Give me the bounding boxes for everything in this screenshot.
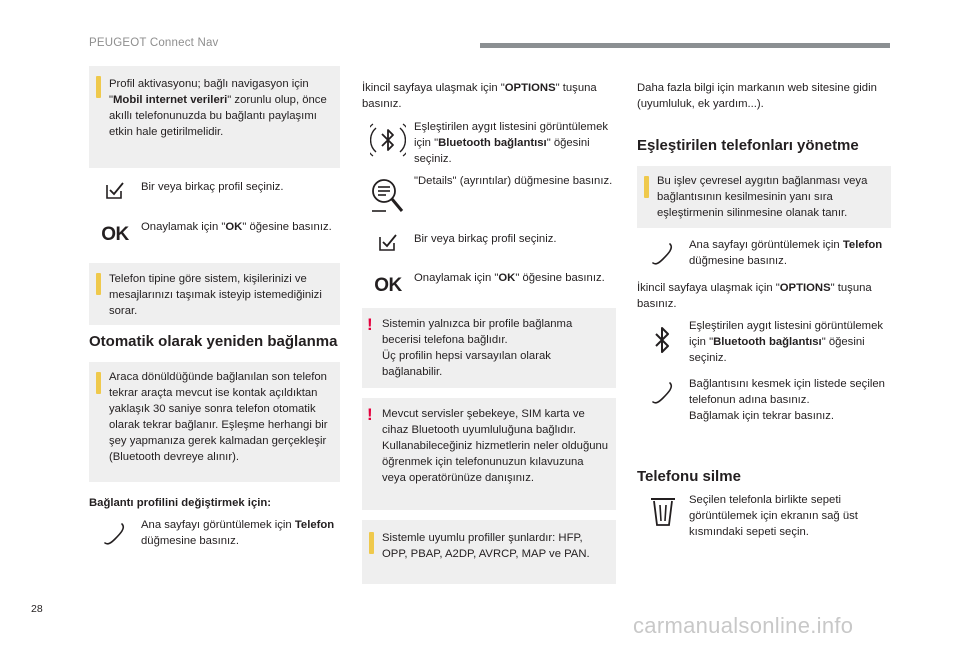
info-note [89, 263, 340, 325]
bluetooth-icon [637, 318, 689, 356]
step-text: Seçilen telefonla birlikte sepeti görüntülemek için ekranın sağ üst kısmındaki sepeti seçin. [689, 494, 858, 538]
running-header: PEUGEOT Connect Nav [89, 37, 219, 49]
step-text: Eşleştirilen aygıt listesini görüntülemek için "Bluetooth bağlantısı" öğesini seçiniz. [414, 121, 609, 165]
info-note [89, 66, 340, 168]
section-heading: Eşleştirilen telefonları yönetme [637, 137, 859, 154]
step-select-profile [89, 179, 340, 201]
step-phone [637, 237, 891, 269]
ok-icon: OK [101, 224, 129, 245]
step-text: Ana sayfayı görüntülemek için Telefon düğmesine basınız. [689, 239, 883, 267]
note-text: Bu işlev çevresel aygıtın bağlanması veya bağlantısının kesilmesinin yanı sıra eşleştirmenin silinmesine olanak tanır. [657, 175, 868, 219]
phone-handset-icon [637, 237, 689, 267]
warning-icon: ! [367, 315, 373, 334]
step-text: Bir veya birkaç profil seçiniz. [414, 233, 557, 245]
step-text: "Details" (ayrıntılar) düğmesine basınız. [414, 175, 613, 187]
step-details [362, 173, 616, 215]
info-marker [369, 532, 374, 554]
info-marker [96, 76, 101, 98]
section-heading: Telefonu silme [637, 468, 741, 485]
note-text: Sistemle uyumlu profiller şunlardır: HFP, OPP, PBAP, A2DP, AVRCP, MAP ve PAN. [382, 532, 590, 560]
step-text: Onaylamak için "OK" öğesine basınız. [141, 221, 332, 233]
sub-heading: Bağlantı profilini değiştirmek için: [89, 497, 272, 509]
ok-icon: OK [374, 275, 402, 296]
step-phone [89, 517, 340, 549]
step-text: Bir veya birkaç profil seçiniz. [141, 181, 284, 193]
step-text: Eşleştirilen aygıt listesini görüntülemek için "Bluetooth bağlantısı" öğesini seçiniz. [689, 320, 884, 364]
note-text: Sistemin yalnızca bir profile bağlanma becerisi telefona bağlıdır. [382, 318, 573, 346]
note-text: Profil aktivasyonu; bağlı navigasyon için "Mobil internet verileri" zorunlu olup, önce akıllı telefonunuzda bu bağlantı paylaşımı etkin hale getirilmelidir. [109, 78, 327, 138]
trash-bin-icon [637, 492, 689, 527]
step-confirm-ok [89, 219, 340, 245]
warning-note [362, 308, 616, 388]
note-text: Üç profilin hepsi varsayılan olarak bağlanabilir. [382, 350, 551, 378]
phone-handset-icon [89, 517, 141, 547]
details-search-icon [362, 173, 414, 215]
step-select-profile [362, 231, 616, 253]
info-note [89, 362, 340, 482]
section-heading: Otomatik olarak yeniden bağlanma [89, 333, 338, 350]
warning-note [362, 398, 616, 510]
note-text: Mevcut servisler şebekeye, SIM karta ve cihaz Bluetooth uyumluluğuna bağlıdır. Kullanabileceğiniz hizmetlerin neler olduğunu öğrenmek için telefonunuzun kılavuzuna veya operatörünüze danışınız. [382, 408, 609, 484]
phone-handset-icon [637, 376, 689, 406]
checkbox-icon [89, 179, 141, 201]
step-text: Ana sayfayı görüntülemek için Telefon düğmesine basınız. [141, 519, 335, 547]
info-marker [96, 372, 101, 394]
column-1 [89, 66, 340, 549]
column-2 [362, 80, 616, 584]
note-text: Telefon tipine göre sistem, kişilerinizi ve mesajlarınızı taşımak isteyip istemediğinizi sorar. [109, 273, 322, 317]
step-confirm-ok [362, 270, 616, 296]
step-disconnect [637, 376, 891, 424]
step-text: Bağlantısını kesmek için listede seçilen telefonun adına basınız. Bağlamak için tekrar basınız. [689, 378, 885, 422]
watermark: carmanualsonline.info [633, 613, 854, 638]
options-text: İkincil sayfaya ulaşmak için "OPTIONS" tuşuna basınız. [637, 282, 872, 310]
header-bar [480, 43, 890, 48]
step-text: Onaylamak için "OK" öğesine basınız. [414, 272, 605, 284]
step-delete [637, 492, 891, 540]
note-text: Araca dönüldüğünde bağlanılan son telefon tekrar araçta mevcut ise kontak açıldıktan yaklaşık 30 saniye sonra telefon otomatik olarak tekrar bağlanır. Eşleşme herhangi bir şey yapmanıza gerek kalmadan gerçekleşir (Bluetooth devreye alınır). [109, 371, 328, 463]
info-marker [96, 273, 101, 295]
intro-text: İkincil sayfaya ulaşmak için "OPTIONS" tuşuna basınız. [362, 82, 597, 110]
step-bluetooth [637, 318, 891, 366]
warning-icon: ! [367, 405, 373, 424]
column-3 [637, 80, 891, 540]
checkbox-icon [362, 231, 414, 253]
bluetooth-icon [362, 119, 414, 158]
intro-text: Daha fazla bilgi için markanın web sitesine gidin (uyumluluk, ek yardım...). [637, 82, 877, 110]
info-marker [644, 176, 649, 198]
page-number: 28 [31, 603, 43, 615]
step-bluetooth [362, 119, 616, 167]
info-note [362, 520, 616, 584]
info-note [637, 166, 891, 228]
